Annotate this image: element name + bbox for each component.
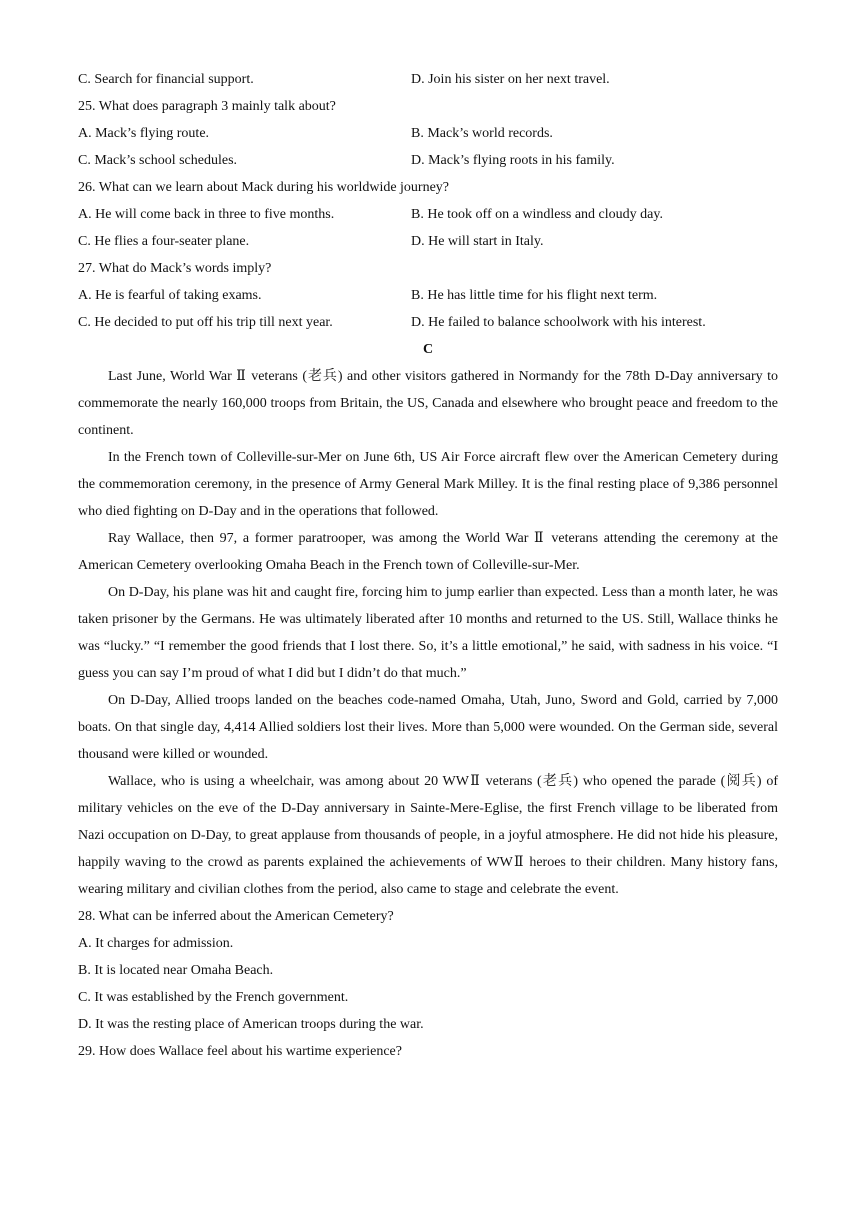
passage-paragraph: In the French town of Colleville-sur-Mer on June 6th, US Air Force aircraft flew over the American Cemetery during the commemoration ceremony, in the presence of Army General Mark Milley. It is the final resting place of 9,386 personnel who died fighting on D-Day and in the operations that followed.: [78, 450, 778, 519]
option-row: [78, 120, 778, 147]
option-a: A. He will come back in three to five months.: [78, 207, 335, 222]
passage-paragraph: Wallace, who is using a wheelchair, was among about 20 WWⅡ veterans (老兵) who opened the parade (阅兵) of military vehicles on the eve of the D-Day anniversary in Sainte-Mere-Eglise, the first French village to be liberated from Nazi occupation on D-Day, to great applause from thousands of people, in a joyful atmosphere. He did not hide his pleasure, happily waving to the crowd as parents explained the achievements of WWⅡ heroes to their children. Many history fans, wearing military and civilian clothes from the period, also came to stage and celebrate the event.: [78, 774, 778, 897]
question-27-stem: 27. What do Mack’s words imply?: [78, 261, 272, 276]
option-a: A. He is fearful of taking exams.: [78, 288, 262, 303]
option-c: C. He decided to put off his trip till next year.: [78, 315, 333, 330]
option-c: C. He flies a four-seater plane.: [78, 234, 250, 249]
option-d: D. It was the resting place of American troops during the war.: [78, 1017, 424, 1032]
option-row: [78, 66, 778, 93]
option-b: B. He took off on a windless and cloudy day.: [411, 207, 663, 222]
passage-paragraph: Ray Wallace, then 97, a former paratrooper, was among the World War Ⅱ veterans attending the ceremony at the American Cemetery overlooking Omaha Beach in the French town of Colleville-sur-Mer.: [78, 531, 778, 573]
option-d: D. Join his sister on her next travel.: [411, 72, 610, 87]
option-b: B. It is located near Omaha Beach.: [78, 963, 274, 978]
passage-paragraph: On D-Day, his plane was hit and caught fire, forcing him to jump earlier than expected. Less than a month later, he was taken prisoner by the Germans. He was ultimately liberated after 10 months and returned to the US. Still, Wallace thinks he was “lucky.” “I remember the good friends that I lost there. So, it’s a little emotional,” he said, with sadness in his voice. “I guess you can say I’m proud of what I did but I didn’t do that much.”: [78, 585, 778, 681]
option-c: C. It was established by the French government.: [78, 990, 349, 1005]
option-row: [78, 201, 778, 228]
option-row: [78, 282, 778, 309]
option-a: A. Mack’s flying route.: [78, 126, 210, 141]
option-d: D. Mack’s flying roots in his family.: [411, 153, 615, 168]
section-heading: C: [422, 342, 434, 357]
passage-paragraph: On D-Day, Allied troops landed on the beaches code-named Omaha, Utah, Juno, Sword and Gold, carried by 7,000 boats. On that single day, 4,414 Allied soldiers lost their lives. More than 5,000 were wounded. On the German side, several thousand were killed or wounded.: [78, 693, 778, 762]
option-b: B. Mack’s world records.: [411, 126, 553, 141]
option-row: [78, 309, 778, 336]
option-c: C. Search for financial support.: [78, 72, 254, 87]
exam-page: [78, 66, 778, 1065]
option-d: D. He will start in Italy.: [411, 234, 544, 249]
option-a: A. It charges for admission.: [78, 936, 234, 951]
option-c: C. Mack’s school schedules.: [78, 153, 238, 168]
option-row: [78, 228, 778, 255]
passage-paragraph: Last June, World War Ⅱ veterans (老兵) and other visitors gathered in Normandy for the 78th D-Day anniversary to commemorate the nearly 160,000 troops from Britain, the US, Canada and elsewhere who brought peace and freedom to the continent.: [78, 369, 778, 438]
question-29-stem: 29. How does Wallace feel about his wartime experience?: [78, 1044, 402, 1059]
question-26-stem: 26. What can we learn about Mack during his worldwide journey?: [78, 180, 450, 195]
option-d: D. He failed to balance schoolwork with his interest.: [411, 315, 706, 330]
question-25-stem: 25. What does paragraph 3 mainly talk about?: [78, 99, 336, 114]
question-28-stem: 28. What can be inferred about the American Cemetery?: [78, 909, 394, 924]
option-row: [78, 147, 778, 174]
option-b: B. He has little time for his flight next term.: [411, 288, 658, 303]
